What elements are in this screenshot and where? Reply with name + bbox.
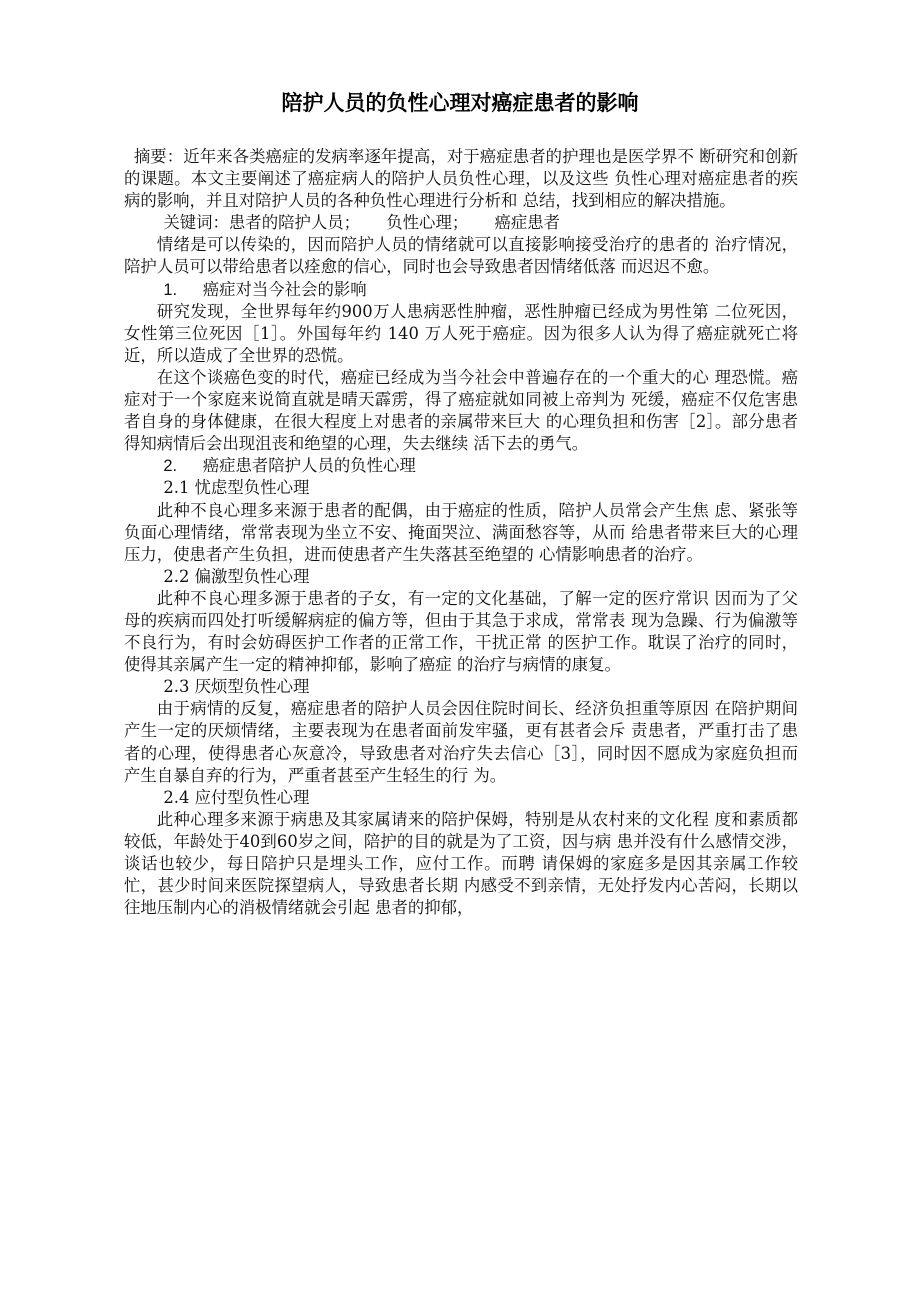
document-body <box>124 146 798 919</box>
subsection-heading: 2.1 忧虑型负性心理 <box>163 478 310 498</box>
abstract-paragraph: 摘要：近年来各类癌症的发病率逐年提高，对于癌症患者的护理也是医学界不 断研究和创新的课题。本文主要阐述了癌症病人的陪护人员负性心理，以及这些 负性心理对癌症患者的疾病的影响，并且对陪护人员的各种负性心理进行分析和 总结，找到相应的解决措施。 <box>124 147 798 211</box>
body-paragraph: 研究发现，全世界每年约900万人患病恶性肿瘤，恶性肿瘤已经成为男性第 二位死因，女性第三位死因［1］。外国每年约 140 万人死于癌症。因为很多人认为得了癌症就死亡将近，所以造成了全世界的恐慌。 <box>124 301 798 365</box>
keyword-item: 负性心理； <box>386 213 469 233</box>
body-paragraph: 在这个谈癌色变的时代，癌症已经成为当今社会中普遍存在的一个重大的心 理恐慌。癌症对于一个家庭来说简直就是晴天霹雳，得了癌症就如同被上帝判为 死缓，癌症不仅危害患者自身的身体健康，在很大程度上对患者的亲属带来巨大 的心理负担和伤害［2］。部分患者得知病情后会出现沮丧和绝望的心理，失去继续 活下去的勇气。 <box>124 367 798 454</box>
keyword-item: 癌症患者 <box>494 213 561 233</box>
section-heading-1 <box>124 279 798 301</box>
subsection-heading: 2.2 偏激型负性心理 <box>163 566 310 586</box>
subsection-heading: 2.4 应付型负性心理 <box>163 787 310 807</box>
body-paragraph: 此种不良心理多源于患者的子女，有一定的文化基础，了解一定的医疗常识 因而为了父母的疾病而四处打听缓解病症的偏方等，但由于其急于求成，常常表 现为急躁、行为偏激等不良行为，有时会妨碍医护工作者的正常工作，干扰正常 的医护工作。耽误了治疗的同时，使得其亲属产生一定的精神抑郁，影响了癌症 的治疗与病情的康复。 <box>124 588 798 675</box>
keyword-item: 患者的陪护人员； <box>228 213 361 233</box>
document-title: 陪护人员的负性心理对癌症患者的影响 <box>281 91 639 115</box>
section-number: 1. <box>163 280 178 299</box>
body-paragraph: 此种不良心理多来源于患者的配偶，由于癌症的性质，陪护人员常会产生焦 虑、紧张等负面心理情绪，常常表现为坐立不安、掩面哭泣、满面愁容等，从而 给患者带来巨大的心理压力，使患者产生负担，进而使患者产生失落甚至绝望的 心情影响患者的治疗。 <box>124 500 798 564</box>
section-title: 癌症患者陪护人员的负性心理 <box>202 456 416 476</box>
keywords-label: 关键词： <box>163 213 229 233</box>
intro-paragraph: 情绪是可以传染的，因而陪护人员的情绪就可以直接影响接受治疗的患者的 治疗情况，陪护人员可以带给患者以痊愈的信心，同时也会导致患者因情绪低落 而迟迟不愈。 <box>124 235 798 277</box>
section-number: 2. <box>163 457 178 476</box>
subsection-heading: 2.3 厌烦型负性心理 <box>163 677 310 697</box>
body-paragraph: 此种心理多来源于病患及其家属请来的陪护保姆，特别是从农村来的文化程 度和素质都较低，年龄处于40到60岁之间，陪护的目的就是为了工资，因与病 患并没有什么感情交涉，谈话也较少，每日陪护只是埋头工作，应付工作。而聘 请保姆的家庭多是因其亲属工作较忙，甚少时间来医院探望病人，导致患者长期 内感受不到亲情，无处抒发内心苦闷，长期以往地压制内心的消极情绪就会引起 患者的抑郁， <box>124 809 798 918</box>
section-title: 癌症对当今社会的影响 <box>202 279 367 299</box>
keywords-line <box>124 212 798 234</box>
body-paragraph: 由于病情的反复，癌症患者的陪护人员会因住院时间长、经济负担重等原因 在陪护期间产生一定的厌烦情绪，主要表现为在患者面前发牢骚，更有甚者会斥 责患者，严重打击了患者的心理，使得患者心灰意冷，导致患者对治疗失去信心［3］，同时因不愿成为家庭负担而产生自暴自弃的行为，严重者甚至产生轻生的行 为。 <box>124 699 798 785</box>
section-heading-2 <box>124 455 798 477</box>
